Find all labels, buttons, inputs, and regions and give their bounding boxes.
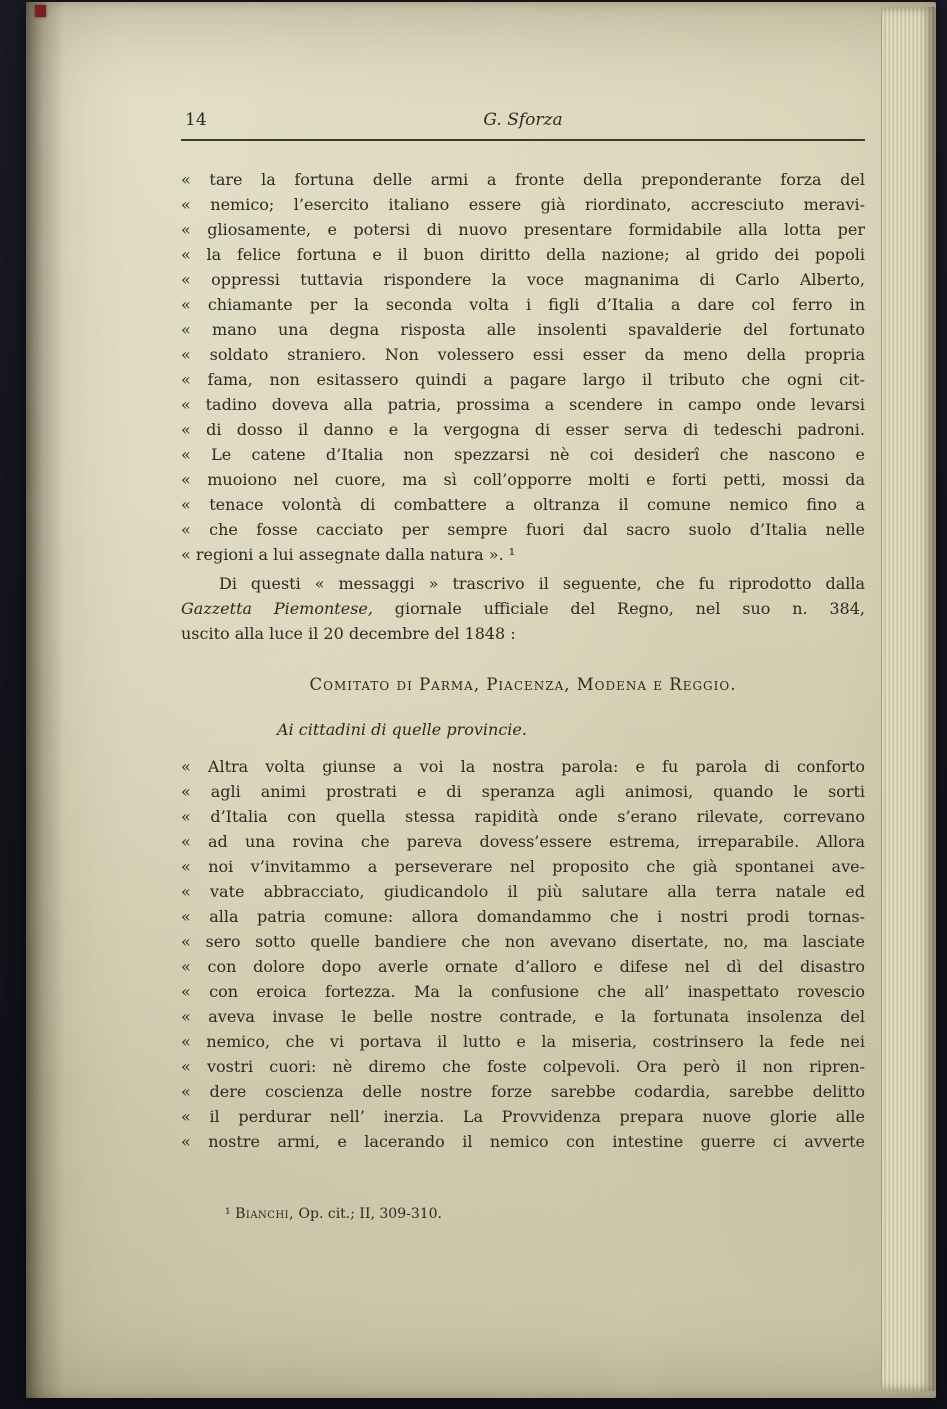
text-line: « nemico; l’esercito italiano essere già riordinato, accresciuto meravi- <box>181 195 865 214</box>
text-line: « d’Italia con quella stessa rapidità onde s’erano rilevate, correvano <box>181 807 865 826</box>
text-line: « oppressi tuttavia rispondere la voce magnanima di Carlo Alberto, <box>181 270 865 289</box>
text-line: « dere coscienza delle nostre forze sarebbe codardia, sarebbe delitto <box>181 1082 865 1101</box>
text-line: « tadino doveva alla patria, prossima a scendere in campo onde levarsi <box>181 395 865 414</box>
text-line: « gliosamente, e potersi di nuovo presentare formidabile alla lotta per <box>181 220 865 239</box>
text-line: « con dolore dopo averle ornate d’alloro e difese nel dì del disastro <box>181 957 865 976</box>
quoted-paragraph-1 <box>181 167 865 567</box>
text-line: « sero sotto quelle bandiere che non avevano disertate, no, ma lasciate <box>181 932 865 951</box>
text-line: « tare la fortuna delle armi a fronte della preponderante forza del <box>181 170 865 189</box>
text-line: « vostri cuori: nè diremo che foste colpevoli. Ora però il non ripren- <box>181 1057 865 1076</box>
journal-title: Gazzetta Piemontese, <box>181 599 373 618</box>
intro-paragraph <box>181 571 865 646</box>
running-title: G. Sforza <box>483 110 563 130</box>
text-line: « noi v’invitammo a perseverare nel proposito che già spontanei ave- <box>181 857 865 876</box>
address-subheading: Ai cittadini di quelle provincie. <box>277 720 527 739</box>
text-line: « chiamante per la seconda volta i figli d’Italia a dare col ferro in <box>181 295 865 314</box>
text-line: « muoiono nel cuore, ma sì coll’opporre molti e forti petti, mossi da <box>181 470 865 489</box>
committee-heading: Comitato di Parma, Piacenza, Modena e Reggio. <box>309 675 737 694</box>
quoted-paragraph-2 <box>181 754 865 1154</box>
header-rule <box>181 139 865 141</box>
text-line: « con eroica fortezza. Ma la confusione che all’ inaspettato rovescio <box>181 982 865 1001</box>
footnote-citation: Op. cit.; II, 309-310. <box>298 1206 443 1222</box>
footnote-author: Bianchi, <box>235 1206 295 1222</box>
text-line: « vate abbracciato, giudicandolo il più salutare alla terra natale ed <box>181 882 865 901</box>
text-line: « la felice fortuna e il buon diritto della nazione; al grido dei popoli <box>181 245 865 264</box>
page-number: 14 <box>185 110 207 130</box>
text-line: « nostre armi, e lacerando il nemico con intestine guerre ci avverte <box>181 1132 865 1151</box>
footnote <box>181 1204 865 1224</box>
text-line: « regioni a lui assegnate dalla natura ». ¹ <box>181 545 516 564</box>
footnote-marker: ¹ <box>225 1206 231 1222</box>
text-line: « agli animi prostrati e di speranza agli animosi, quando le sorti <box>181 782 865 801</box>
page-header <box>181 108 865 134</box>
text-line: « il perdurar nell’ inerzia. La Provvidenza prepara nuove glorie alle <box>181 1107 865 1126</box>
text-line: uscito alla luce il 20 decembre del 1848 : <box>181 624 516 643</box>
text-line: « Altra volta giunse a voi la nostra parola: e fu parola di conforto <box>181 757 865 776</box>
text-segment: giornale ufficiale del Regno, nel suo n. 384, <box>394 599 866 618</box>
text-line: « che fosse cacciato per sempre fuori dal sacro suolo d’Italia nelle <box>181 520 865 539</box>
text-line: « fama, non esitassero quindi a pagare largo il tributo che ogni cit- <box>181 370 865 389</box>
text-line: « nemico, che vi portava il lutto e la miseria, costrinsero la fede nei <box>181 1032 865 1051</box>
text-line <box>181 596 865 621</box>
page-edge-stack <box>881 7 936 1391</box>
text-line: « Le catene d’Italia non spezzarsi nè coi desiderî che nascono e <box>181 445 865 464</box>
binding-mark <box>35 5 46 17</box>
book-page <box>26 2 936 1398</box>
text-line: « di dosso il danno e la vergogna di esser serva di tedeschi padroni. <box>181 420 865 439</box>
text-line: « mano una degna risposta alle insolenti spavalderie del fortunato <box>181 320 865 339</box>
text-line: « tenace volontà di combattere a oltranza il comune nemico fino a <box>181 495 865 514</box>
text-line: « alla patria comune: allora domandammo che i nostri prodi tornas- <box>181 907 865 926</box>
text-line: « soldato straniero. Non volessero essi esser da meno della propria <box>181 345 865 364</box>
page-content <box>181 108 865 1224</box>
text-line: « ad una rovina che pareva dovess’essere estrema, irreparabile. Allora <box>181 832 865 851</box>
text-line: Di questi « messaggi » trascrivo il seguente, che fu riprodotto dalla <box>219 574 865 593</box>
text-line: « aveva invase le belle nostre contrade, e la fortunata insolenza del <box>181 1007 865 1026</box>
